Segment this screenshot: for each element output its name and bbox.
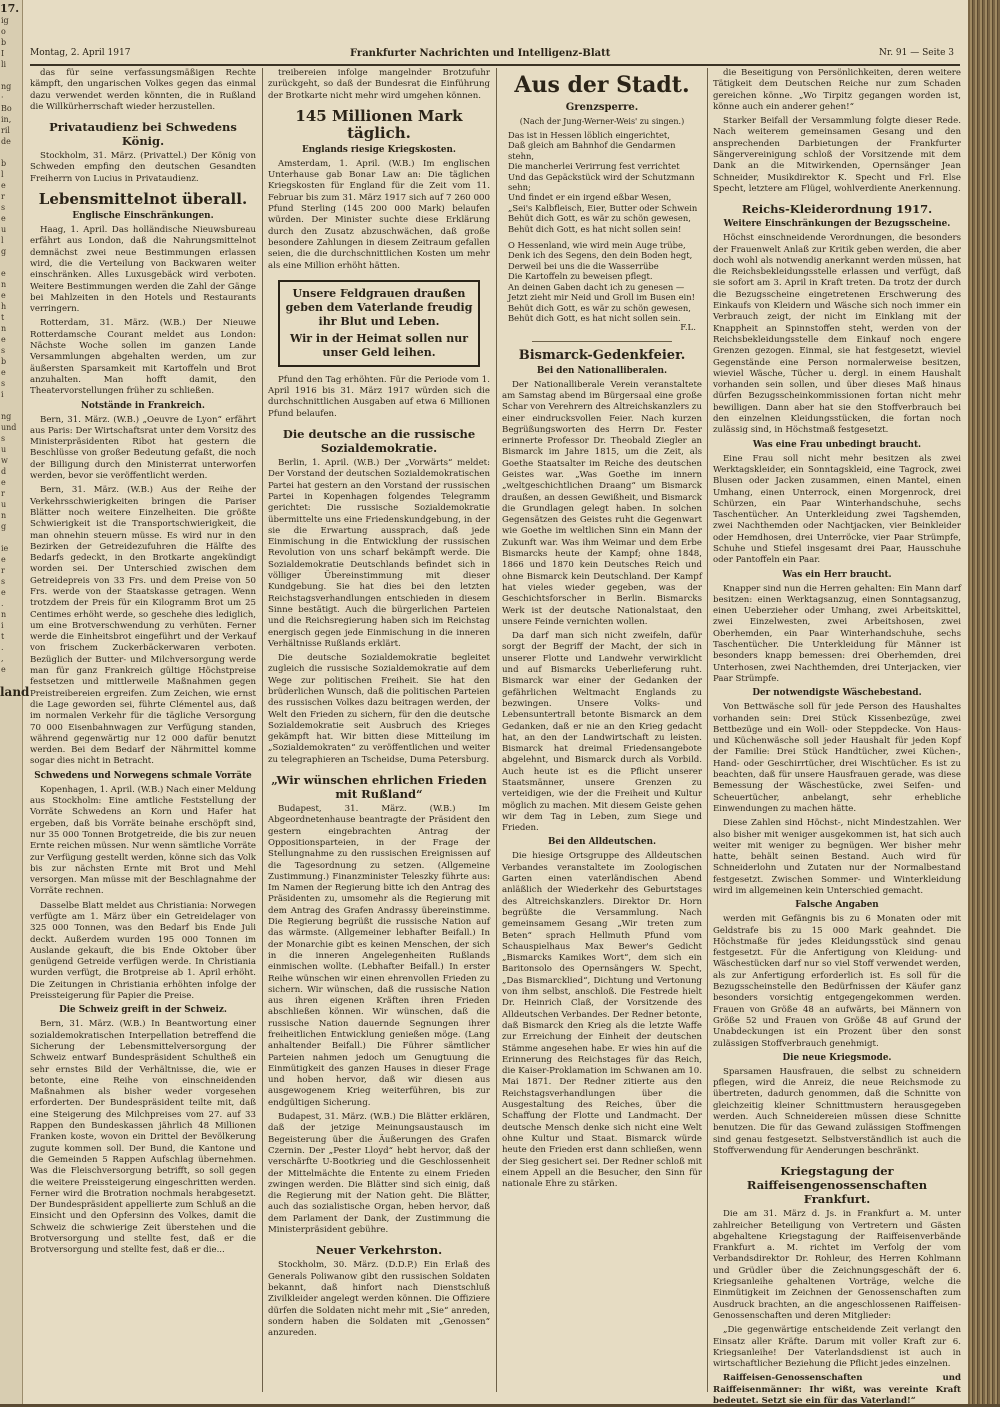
headline-sozialdemokratie: Die deutsche an die russische Sozialdemokratie. bbox=[282, 427, 476, 456]
article-text: Budapest, 31. März. (W.B.) Im Abgeordnetenhause beantragte der Präsident den gestern eingebrachten Antrag der Oppositionsparteien, in der Frage der Stellungnahme zu den russischen Ereignissen auf die Tagesordnung zu setzen. (Allgemeine Zustimmung.) Finanzminister Teleszky führte aus: Im Namen der Regierung bitte ich den Antrag des Präsidenten zu, umsomehr als die Regierung mit dem Antrag des Grafen Andrassy übereinstimme. Die Regierung begrüßt die russische Nation auf das wärmste. (Allgemeiner lebhafter Beifall.) In der Monarchie gibt es keinen Menschen, der sich in die inneren Angelegenheiten Rußlands einmischen wollte. (Lebhafter Beifall.) In erster Reihe wünschen wir einen ehrenvollen Frieden zu sichern. Wir wünschen, daß die russische Nation aus ihren eigenen Kräften ihren Frieden abschließen können. Wir wünschen, daß die russische Nation dauernde Segnungen ihrer freiheitlichen Entwicklung genießen möge. (Lang anhaltender Beifall.) Die Führer sämtlicher Parteien nahmen jedoch um Genugtuung die Einmütigkeit des ganzen Hauses in dieser Frage und hoben hervor, daß wir diesen aus ausgewogenem Krieg weiterführen, bis zur endgültigen Sicherung. bbox=[268, 804, 490, 1108]
article-text: Budapest, 31. März. (W.B.) Die Blätter erklären, daß der jetzige Meinungsaustausch im Begeisterung über die Äußerungen des Grafen Czernin. Der „Pester Lloyd“ hebt hervor, daß der verschärfte U-Bootkrieg und die Geschlossenheit der Mittelmächte die Entente zu einem Frieden zwingen werden. Die Blätter sind sich einig, daß die Regierung mit der Nation geht. Die Blätter, auch das sozialistische Organ, heben hervor, daß dem Parlament der Dank, der Zustimmung die Ministerpräsident gebühre. bbox=[268, 1112, 490, 1236]
article-text: Höchst einschneidende Verordnungen, die besonders der Frauenwelt Anlaß zur Kritik geben werden, die aber doch wohl als notwendig anerkannt werden müssen, hat die Reichsbekleidungsstelle erlassen und verfügt, daß sie sofort am 3. April in Kraft treten. Da trotz der durch die Bezugsscheine eingetretenen Erschwerung des Einkaufs von Kleidern und Wäsche sich noch immer ein Verbrauch zeigt, der nicht im Einklang mit der Knappheit an Spinnstoffen steht, werden von der Reichsbekleidungsstelle dem Einkauf noch engere Grenzen gezogen. Einmal, sie hat festgesetzt, wieviel Gegenstände eine Person normalerweise besitzen, wieviel Wäsche, Tücher u. dergl. in einem Haushalt vorhanden sein sollen, und über dieses Maß hinaus dürfen Bezugsscheinkommissionen fortan nicht mehr bewilligen. Dann aber hat sie den Stoffverbrauch bei den einzelnen Kleidungsstücken, die fortan noch zulässig sind, in Höchstmaß festgesetzt. bbox=[713, 233, 961, 436]
war-loan-advertisement bbox=[278, 280, 480, 367]
article-text: Die hiesige Ortsgruppe des Alldeutschen Verbandes veranstaltete im Zoologischen Garten einen vaterländischen Abend anläßlich der Wiederkehr des Geburtstages des Altreichskanzlers. Direktor Dr. Horn begrüßte die Versammlung. Nach gemeinsamem Gesang „Wir treten zum Beten“ sprach Hellmuth Pfund vom Schauspielhaus Max Bewer's Gedicht „Bismarcks Kamikes Wort“, dem sich ein Baritonsolo des Opernsängers W. Specht, „Das Bismarcklied“, Dichtung und Vertonung von ihm selbst, anschloß. Die Festrede hielt Dr. Heinrich Claß, der Vorsitzende des Alldeutschen Verbandes. Der Redner betonte, daß Bismarck den Krieg als die letzte Waffe zur Erreichung der Einheit der deutschen Stämme angesehen habe. Er wies hin auf die Erinnerung des Reichstages für das Reich, die Kaiser-Proklamation im Schwanen am 10. Mai 1871. Der Redner zitierte aus den Reichstagsverhandlungen über die Ausgestaltung des Reiches, über die Schaffung der Flotte und Landmacht. Der deutsche Mensch denke sich nicht eine Welt ohne Kultur und Staat. Bismarck würde heute den Frieden erst dann schließen, wenn der Sieg gesichert sei. Der Redner schloß mit einem Appell an die Besucher, den Sinn für nationale Ehre zu stärken. bbox=[502, 851, 702, 1190]
article-continuation: treibereien infolge mangelnder Brotzufuhr zurückgeht, so daß der Bundesrat die Einführung der Brotkarte nicht mehr wird umgehen können. bbox=[268, 68, 490, 101]
headline-privataudienz: Privataudienz bei Schwedens König. bbox=[49, 120, 237, 149]
headline-raiffeisen: Kriegstagung der Raiffeisengenossenschaften Frankfurt. bbox=[746, 1164, 928, 1207]
previous-page-edge bbox=[0, 0, 30, 1404]
subheadline-alldeutsche: Bei den Alldeutschen. bbox=[547, 837, 657, 848]
article-text: Bern, 31. März. (W.B.) Aus der Reihe der Verkehrsschwierigkeiten bringen die Pariser Blätter noch weitere Einzelheiten. Die größte Schwierigkeit ist die Transportschwierigkeit, die man ohnehin steuern müsse. Es wird nur in den Bezirken der Getreidezufuhren die Hälfte des Bedarfs gedeckt, in den Brotkarte angekündigt worden sei. Der Unterschied zwischen dem Getreidepreis von 33 Frs. und dem Preise von 50 Frs. werde von der Staatskasse getragen. Wenn trotzdem der Preis für ein Kilogramm Brot um 25 Centimes erhöht werde, so geschehe dies lediglich, um eine Brotverschwendung zu verhüten. Ferner werde die Einheitsbrot eingeführt und der Verkauf von frischem Zuckerbäckerwaren verboten. Bezüglich der Butter- und Milchversorgung werde man für ganz Frankreich gültige Höchstpreise festsetzen und mittlerweile Maßnahmen gegen Preistreibereien ergreifen. Zum Zeichen, wie ernst die Lage geworden sei, führte Clémentel aus, daß im normalen Verkehr für die tägliche Versorgung 70 000 Eisenbahnwagen zur Verfügung standen, während gegenwärtig nur 12 000 dafür benutzt werden. Bei dem Bedarf der Nährmittel komme sogar dies nicht in Betracht. bbox=[30, 485, 256, 767]
previous-page-text: ig o b I li ng · Bo in, ril de b l e r s e u l g e n e h t n e s b e s i ng und s u w d e r u n g ie e r s e . n i t . , e bbox=[1, 16, 17, 674]
article-text: Die am 31. März d. Js. in Frankfurt a. M. unter zahlreicher Beteiligung von Vertretern und Gästen abgehaltene Kriegstagung der Raiffeisenverbände Frankfurt a. M. richtet im Verfolg der vom Verbandsdirektor Dr. Rohleur, des Herren Kohlmann und Grüdler über die Zeichnungsgeschäft der 6. Kriegsanleihe gehaltenen Vorträge, welche die Einmütigkeit im Zeichnen der Genossenschaften zum Ausdruck brachten, an die angeschlossenen Raiffeisen-Genossenschaften und deren Mitglieder: bbox=[713, 1209, 961, 1321]
article-text: Berlin, 1. April. (W.B.) Der „Vorwärts“ meldet: Der Vorstand der deutschen Sozialdemokratischen Partei hat gestern an den Vorstand der russischen Partei in Kopenhagen folgendes Telegramm gerichtet: Die russische Sozialdemokratie übermittelte uns eine Friedenskundgebung, in der sie die Erwartung aussprach, daß jede Einmischung in die Entwicklung der russischen Revolution von uns scharf bekämpft werde. Die Sozialdemokratie Deutschlands befindet sich in völliger Übereinstimmung mit dieser Kundgebung. Sie hat dies bei den letzten Reichstagsverhandlungen entschieden in diesem Sinne bestätigt. Auch die bürgerlichen Parteien und die Reichsregierung haben sich im Reichstag energisch gegen jede Einmischung in die inneren Verhältnisse Rußlands erklärt. bbox=[268, 458, 490, 649]
headline-145-millionen: 145 Millionen Mark täglich. bbox=[295, 106, 463, 142]
separator bbox=[532, 341, 672, 342]
article-text: Stockholm, 30. März. (D.D.P.) Ein Erlaß des Generals Poliwanow gibt den russischen Soldaten bekannt, daß hinfort nach Dienstschluß Zivilkleider angelegt werden können. Die Offiziere dürfen die Soldaten nicht mehr mit „Sie“ anreden, sondern haben die Soldaten mit „Genossen“ anzureden. bbox=[268, 1260, 490, 1339]
headline-lebensmittelnot: Lebensmittelnot überall. bbox=[38, 190, 248, 209]
masthead-page-number: Nr. 91 — Seite 3 bbox=[879, 48, 954, 58]
article-text: Bern, 31. März. (W.B.) In Beantwortung einer sozialdemokratischen Interpellation betreffend die Sicherung der Lebensmittelversorgung der Schweiz entwarf Bundespräsident Schultheß ein sehr ernstes Bild der Verhältnisse, die, wie er betonte, eine Reihe von einschneidenden Maßnahmen als bisher weder vorgesehen erforderten. Der Bundespräsident teilte mit, daß eine Steigerung des Milchpreises vom 27. auf 33 Rappen den Bundeskassen jährlich 48 Millionen Franken koste, wovon ein Drittel der Bevölkerung zugute kommen soll. Der Bund, die Kantone und die Gemeinden 5 Rappen Aufschlag übernehmen. Was die Fleischversorgung betrifft, so soll gegen die weitere Preissteigerung eingeschritten werden. Ferner wird die Brotration nochmals herabgesetzt. Der Bundespräsident appellierte zum Schluß an die Einsicht und den Opfersinn des Volkes, damit die Schweiz die schwierige Zeit überstehen und die Brotversorgung und stellte fest, daß er die Brotversorgung und stellte fest, daß er die... bbox=[30, 1019, 256, 1256]
article-text: Pfund den Tag erhöhten. Für die Periode vom 1. April 1916 bis 31. März 1917 würden sich die durchschnittlichen Ausgaben auf etwa 6 Millionen Pfund belaufen. bbox=[268, 374, 490, 419]
article-text: Haag, 1. April. Das holländische Nieuwsbureau erfährt aus London, daß die Nahrungsmittelnot demnächst zwei neue Bestimmungen erlassen wird, die die Verteilung von Backwaren weiter einschränken. Alles Luxusgebäck wird verboten. Weitere Bestimmungen werden die Zahl der Gänge bei Mahlzeiten in den Hotels und Restaurants verringern. bbox=[30, 225, 256, 315]
article-text: „Die gegenwärtige entscheidende Zeit verlangt den Einsatz aller Kräfte. Darum mit voller Kraft zur 6. Kriegsanleihe! Der Vaterlandsdienst ist auch in wirtschaftlicher Beziehung die Pflicht jedes einzelnen. bbox=[713, 1325, 961, 1370]
headline-schweiz: Die Schweiz greift in der Schweiz. bbox=[59, 1005, 227, 1016]
headline-schwedens-vorraete: Schwedens und Norwegens schmale Vorräte bbox=[34, 770, 252, 781]
article-text: Von Bettwäsche soll für jede Person des Haushaltes vorhanden sein: Drei Stück Kissenbezüge, zwei Bettbezüge und ein Woll- oder Steppdecke. Von Haus- und Küchenwäsche soll jeder Haushalt für jeden Kopf der Familie: Drei Stück Handtücher, zwei Küchen-, Hand- oder Geschirrtücher, drei Wischtücher. Es ist zu beachten, daß für unsere Hausfrauen gerade, was diese Bemessung der Wäschestücke, zwei Seifen- und Scheuertücher, anbelangt, sehr erhebliche Einwendungen zu machen hätte. bbox=[713, 702, 961, 814]
article-text: Stockholm, 31. März. (Privattel.) Der König von Schweden empfing den deutschen Gesandten Freiherrn von Lucius in Privataudienz. bbox=[30, 151, 256, 184]
poem-signature: F.L. bbox=[680, 323, 696, 334]
column-2 bbox=[268, 68, 490, 1392]
column-4 bbox=[713, 68, 961, 1406]
previous-page-heading: land bbox=[0, 685, 30, 699]
article-text: Rotterdam, 31. März. (W.B.) Der Nieuwe Rotterdamsche Courant meldet aus London: Nächste Woche sollen im ganzen Lande Versammlungen abgehalten werden, um zur äußersten Sparsamkeit mit Kartoffeln und Brot anzuhalten. Man hofft damit, den Theatervorstellungen früher zu schließen. bbox=[30, 318, 256, 397]
subheadline-kriegsmode: Die neue Kriegsmode. bbox=[782, 1052, 892, 1063]
previous-page-number: 17. bbox=[0, 2, 20, 15]
poem-stanza-1: Das ist in Hessen löblich eingerichtet, Daß gleich am Bahnhof die Gendarmen stehn, Die mancherlei Verirrung fest verrichtet Und das Gepäckstück wird der Schutzmann sehn; Und findet er ein irgend eßbar Wesen, „Sei's Kalbfleisch, Eier, Butter oder Schwein Behüt dich Gott, es wär zu schön gewesen, Behüt dich Gott, es hat nicht sollen sein! bbox=[508, 130, 698, 234]
article-text: Amsterdam, 1. April. (W.B.) Im englischen Unterhause gab Bonar Law an: Die täglichen Kriegskosten für England für die Zeit vom 11. Februar bis zum 31. März 1917 sich auf 7 260 000 Pfund Sterling (145 200 000 Mark) belaufen würden. Der Minister suchte diese Erklärung durch den Zusatz abzuschwächen, daß große besondere Zahlungen in diesem Zeitraum gefallen seien, die die durchschnittlichen Kosten um mehr als eine Million erhöht hätten. bbox=[268, 158, 490, 271]
article-text: Starker Beifall der Versammlung folgte dieser Rede. Nach weiterem gemeinsamen Gesang und den ansprechenden Darbietungen der Frankfurter Sängervereinigung schloß der Vorsitzende mit dem Dank an die Mitwirkenden, Opernsänger Jean Schneider, Musikdirektor K. Specht und Frl. Else Specht, letztere am Flügel, wohlverdiente Anerkennung. bbox=[713, 116, 961, 194]
article-text: Dasselbe Blatt meldet aus Christiania: Norwegen verfügte am 1. März über ein Getreidelager von 325 000 Tonnen, was den Bedarf bis Ende Juli deckt. Außerdem wurden 195 000 Tonnen im Auslande gekauft, die bis Ende Oktober über genügend Getreide verfügen werde. In Christiania wurden verfügt, die Brotpreise ab 1. April erhöht. Die Zeitungen in Christiania erhöhten infolge der Preissteigerung für Papier die Preise. bbox=[30, 900, 256, 1002]
article-text: Sparsamen Hausfrauen, die selbst zu schneidern pflegen, wird die Anreiz, die neue Reichsmode zu übertreten, dadurch genommen, daß die Schnitte von gleichzeitig kleiner Schnittmustern herausgegeben werden. Auch Schneidereien müssen diese Schnitte benutzen. Die für das Gewand zulässigen Stoffmengen sind genau festgesetzt. Selbstverständlich ist auch die Stoffverwendung für Aenderungen beschränkt. bbox=[713, 1066, 961, 1156]
subheadline: Englands riesige Kriegskosten. bbox=[302, 144, 456, 155]
article-text: Bern, 31. März. (W.B.) „Oeuvre de Lyon“ erfährt aus Paris: Der Wirtschaftsrat unter dem Vorsitz des Ministerpräsidenten Ribot hat gestern die Beschlüsse von großer Bedeutung gefaßt, die noch der Billigung durch den Ministerrat unterworfen werden, bevor sie veröffentlicht werden. bbox=[30, 414, 256, 482]
section-heading-aus-der-stadt: Aus der Stadt. bbox=[514, 72, 690, 98]
subheadline: Weitere Einschränkungen der Bezugsscheine. bbox=[723, 219, 951, 230]
article-continuation: das für seine verfassungsmäßigen Rechte kämpft, den ungarischen Volkes gegen das einmal dazu verwendet werden könnten, die in Rußland die Willkürherrschaft wieder herzustellen. bbox=[30, 68, 256, 112]
masthead-title: Frankfurter Nachrichten und Intelligenz-Blatt bbox=[350, 48, 611, 59]
headline-verkehrston: Neuer Verkehrston. bbox=[315, 1243, 443, 1258]
headline-frieden-russland: „Wir wünschen ehrlichen Frieden mit Rußland“ bbox=[271, 773, 487, 802]
article-text: Die deutsche Sozialdemokratie begleitet zugleich die russische Sozialdemokratie auf dem Wege zur politischen Freiheit. Sie hat den brüderlichen Wunsch, daß die politischen Parteien des russischen Volkes dazu beitragen werden, der Welt den Frieden zu sichern, für den die deutsche Sozialdemokratie seit Ausbruch des Krieges gekämpft hat. Wir bitten diese Mitteilung im „Sozialdemokraten“ zu veröffentlichen und weiter zu telegraphieren an Tscheidse, Duma Petersburg. bbox=[268, 653, 490, 765]
poem-stanza-2: O Hessenland, wie wird mein Auge trübe, Denk ich des Segens, den dein Boden hegt, Derweil bei uns die die Wasserrübe Die Kartoffeln zu beweisen pflegt. An deinen Gaben dacht ich zu genesen — Jetzt zieht mir Neid und Groll im Busen ein! Behüt dich Gott, es wär zu schön gewesen, Behüt dich Gott, es hat nicht sollen sein. bbox=[508, 240, 695, 323]
article-text: Kopenhagen, 1. April. (W.B.) Nach einer Meldung aus Stockholm: Eine amtliche Feststellung der Vorräte Schwedens an Korn und Hafer hat ergeben, daß bis Vorräte beinahe erschöpft sind, nur 35 000 Tonnen Brotgetreide, die bis zur neuen Ernte reichen müssen. Nur wenn sämtliche Vorräte zur Verfügung gestellt werden, könne sich das Volk bis zur nächsten Ernte mit Brot und Mehl versorgen. Man müsse mit der Beschlagnahme der Vorräte rechnen. bbox=[30, 784, 256, 897]
headline-reichs-kleiderordnung: Reichs-Kleiderordnung 1917. bbox=[741, 202, 933, 217]
column-3 bbox=[502, 68, 702, 1392]
article-text: werden mit Gefängnis bis zu 6 Monaten oder mit Geldstrafe bis zu 15 000 Mark geahndet. Die Höchstmaße für jedes Kleidungsstück sind genau festgesetzt. Für die Anfertigung von Kleidung- und Wäschestücken darf nur so viel Stoff verwendet werden, als zur Anfertigung erforderlich ist. Es soll für die Bezugsscheinstelle den Bedürfnissen der Käufer ganz besonders vorsichtig entgegengekommen werden. Frauen von Größe 48 an aufwärts, bei Männern von Größe 52 und Frauen von Größe 48 auf Grund der Unabdeckungen ist ein Prozent über den sonst zulässigen Stoffverbrauch genehmigt. bbox=[713, 914, 961, 1049]
column-1 bbox=[30, 68, 256, 1392]
article-text: Eine Frau soll nicht mehr besitzen als zwei Werktagskleider, ein Sonntagskleid, eine Tagrock, zwei Blusen oder Jacken zusammen, einen Mantel, einen Umhang, einen Unterrock, einen Morgenrock, drei Schürzen, ein Paar Winterhandschuhe, sechs Taschentücher. An Unterkleidung zwei Tagshemden, zwei Nachthemden oder Nachtjacken, vier Beinkleider oder Hemdhosen, drei Unterröcke, vier Paar Strümpfe, Schuhe und Stiefel insgesamt drei Paar, Hausschuhe oder Pantoffeln ein Paar. bbox=[713, 453, 961, 566]
article-text: Da darf man sich nicht zweifeln, dafür sorgt der Begriff der Macht, der sich in unserer Flotte und Landwehr verwirklicht und auf Bismarcks Ueberlieferung ruht. Bismarck war einer der Gedanken der gefährlichen Weltmacht Englands zu bezwingen. Unsere Volks- und Lebensuntertrall betonte Bismarck an dem Gedanken, daß er nie an den Krieg gedacht hat, an den der Landwirtschaft zu leisten. Bismarck hat dreimal Friedensangebote abgelehnt, und Bismarck durch als Vorbild. Auch heute ist es die Pflicht unserer Staatsmänner, unsere Grenzen zu verteidigen, wie der die Freiheit und Kultur möglich zu machen. Mit diesem Geiste gehen wir dem Tag in Leben, zum Siege und Frieden. bbox=[502, 631, 702, 834]
column-rule bbox=[496, 68, 497, 1392]
advertisement-line-2: Wir in der Heimat sollen nur unser Geld leihen. bbox=[289, 331, 469, 359]
poem-title: Grenzsperre. bbox=[565, 102, 639, 113]
headline-notstaende-frankreich: Notstände in Frankreich. bbox=[81, 400, 205, 411]
headline-bismarck: Bismarck-Gedenkfeier. bbox=[518, 347, 686, 363]
book-edge bbox=[968, 0, 1000, 1404]
column-rule bbox=[707, 68, 708, 1392]
subheadline-waeschebestand: Der notwendigste Wäschebestand. bbox=[752, 688, 922, 699]
subheadline: Bei den Nationalliberalen. bbox=[536, 365, 668, 376]
article-continuation: die Beseitigung von Persönlichkeiten, deren weitere Tätigkeit dem Deutschen Reiche nur zum Schaden gereichen könne. „Wo Tirpitz gegangen worden ist, könne auch ein anderer gehen!“ bbox=[713, 68, 961, 112]
masthead-date: Montag, 2. April 1917 bbox=[30, 48, 131, 58]
article-text: Knapper sind nun die Herren gehalten: Ein Mann darf besitzen: einen Werktagsanzug, einen Sonntagsanzug, einen Ueberzieher oder Umhang, zwei Arbeitskittel, zwei Einzelwesten, zwei Arbeitshosen, zwei Oberhemden, ein Paar Winterhandschuhe, sechs Taschentücher. Die Unterkleidung für Männer ist besonders knapp bemessen: drei Oberhemden, drei Unterhosen, zwei Nachthemden, drei Unterjacken, vier Paar Strümpfe. bbox=[713, 583, 961, 684]
subheadline: Englische Einschränkungen. bbox=[72, 211, 214, 222]
poem-subtitle: (Nach der Jung-Werner-Weis' zu singen.) bbox=[519, 117, 685, 126]
article-text: Der Nationalliberale Verein veranstaltete am Samstag abend im Bürgersaal eine große Schar von Verehrern des Altreichskanzlers zu einer eindrucksvollen Feier. Nach kurzen Begrüßungsworten des Herrn Dr. Fester erinnerte Professor Dr. Theobald Ziegler an Bismarck im Jahre 1815, um die Zeit, als Goethe Staatsalter im Reiche des deutschen Geistes war. „Was Goethe im innern „weltgeschichtlichen Draang“ um Bismarck draußen, an dessen Gewißheit, und Bismarck die Grundlagen gelegt haben. In solchen Gegensätzen des Geistes ruht die Gegenwart wie Goethe im weltlichen Sinn ein Mann der Zukunft war. Was ihm Weimar und dem Erbe Bismarcks heute der Kampf; ohne 1848, 1866 und 1870 kein Deutsches Reich und ohne Bismarck kein Deutschland. Der Kampf hat vieles wieder gegeben, was der Geschichtsforscher in Berlin. Bismarcks Werk ist der deutsche Nationalstaat, den unsere Feinde vernichten wollen. bbox=[502, 379, 702, 627]
subheadline-herr: Was ein Herr braucht. bbox=[782, 569, 892, 580]
advertisement-line-1: Unsere Feldgrauen draußen geben dem Vaterlande freudig ihr Blut und Leben. bbox=[285, 286, 473, 328]
subheadline-frau: Was eine Frau unbedingt braucht. bbox=[752, 439, 922, 450]
subheadline-falsche-angaben: Falsche Angaben bbox=[795, 900, 879, 911]
masthead bbox=[30, 44, 960, 66]
column-rule bbox=[262, 68, 263, 1392]
article-text: Raiffeisen-Genossenschaften und Raiffeisenmänner: Ihr wißt, was vereinte Kraft bedeutet. Setzt sie ein für das Vaterland!“ bbox=[713, 1373, 961, 1406]
article-text: Diese Zahlen sind Höchst-, nicht Mindestzahlen. Wer also bisher mit weniger ausgekommen ist, hat sich auch weiter mit weniger zu begnügen. Wer bisher mehr hatte, behält seinen Bestand. Auch wird für Schneiderlohn und Zutaten nur der Normalbestand festgesetzt. Zwischen Sommer- und Winterkleidung wird im allgemeinen kein Unterschied gemacht. bbox=[713, 818, 961, 896]
